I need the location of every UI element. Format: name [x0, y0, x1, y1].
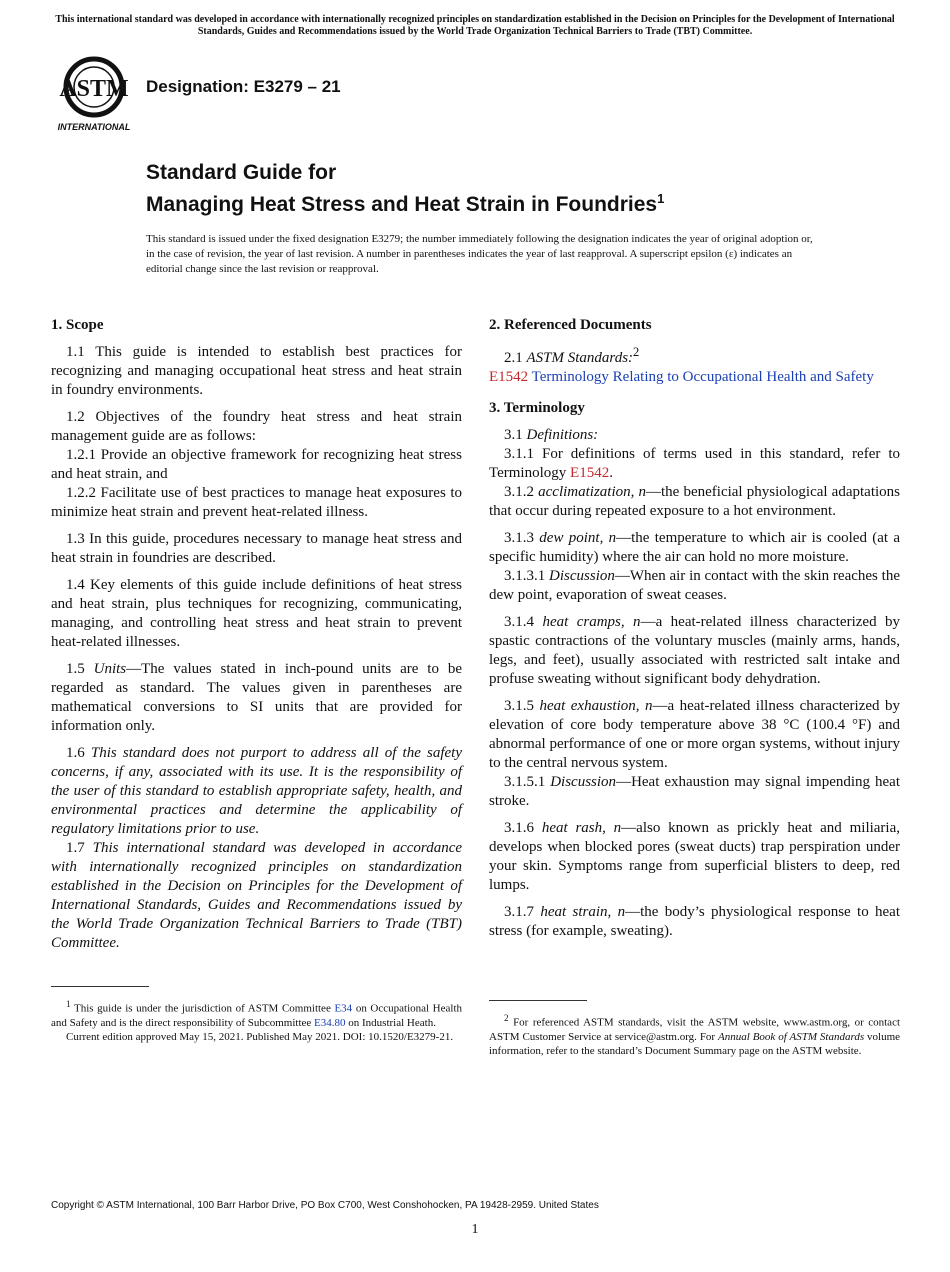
- e34-link[interactable]: E34: [334, 1002, 353, 1015]
- e1542-inline-link[interactable]: E1542: [570, 465, 610, 481]
- logo-text: ASTM: [59, 76, 129, 102]
- page-number: 1: [471, 1222, 479, 1237]
- para-1-7: 1.7 This international standard was developed in accordance with internationally recognized principles on standardization established in the Decision on Principles for the Development of International Standards, Guides and Recommendations issued by the World Trade Organization Technical Barriers to Trade (TBT) Committee.: [51, 840, 463, 951]
- logo-subtext: INTERNATIONAL: [57, 122, 131, 132]
- para-3-1-3-1: 3.1.3.1 Discussion—When air in contact with the skin reaches the dew point, evaporation of sweat ceases.: [489, 568, 900, 603]
- para-1-2-2: 1.2.2 Facilitate use of best practices to manage heat exposures to minimize heat strain and prevent heat-related illness.: [51, 485, 462, 520]
- para-1-3: 1.3 In this guide, procedures necessary to manage heat stress and heat strain in foundries are described.: [51, 531, 462, 566]
- e34-80-link[interactable]: E34.80: [314, 1016, 346, 1029]
- para-3-1-7: 3.1.7 heat strain, n—the body’s physiological response to heat stress (for example, sweating).: [489, 904, 900, 939]
- para-3-1-5-1: 3.1.5.1 Discussion—Heat exhaustion may signal impending heat stroke.: [489, 774, 900, 809]
- para-1-1: 1.1 This guide is intended to establish best practices for recognizing and managing occupational heat stress and heat strain in foundry environments.: [51, 344, 462, 398]
- para-1-5: 1.5 Units—The values stated in inch-pound units are to be regarded as standard. The values given in parentheses are mathematical conversions to SI units that are provided for information only.: [51, 661, 462, 734]
- para-3-1-6: 3.1.6 heat rash, n—also known as prickly heat and miliaria, develops when blocked pores (sweat ducts) trap perspiration under your skin. Symptoms range from superficial blisters to deep, red lumps.: [489, 820, 901, 893]
- astm-logo: [52, 55, 136, 133]
- para-3-1-2: 3.1.2 acclimatization, n—the beneficial physiological adaptations that occur during repeated exposure to a hot environment.: [489, 484, 900, 519]
- e1542-link[interactable]: E1542: [489, 369, 529, 385]
- para-3-1-1: 3.1.1 For definitions of terms used in this standard, refer to Terminology E1542.: [489, 446, 900, 481]
- para-1-4: 1.4 Key elements of this guide include definitions of heat stress and heat strain, plus techniques for recognizing, communicating, managing, and controlling heat stress and heat strain to prevent heat-related illnesses.: [51, 577, 462, 650]
- reference-e1542[interactable]: [489, 368, 900, 387]
- edition-note: Current edition approved May 15, 2021. Published May 2021. DOI: 10.1520/E3279-21.: [66, 1030, 454, 1043]
- footnote-1: $^1$ This guide is under the jurisdiction of ASTM Committee E34 on Occupational Health and Safety and is the direct responsibility of Subcommittee E34.80 on Industrial Heath. Current edition approved May 15, 2021. Published May 2021. DOI: 10.1520/E3279-21.: [51, 999, 463, 1043]
- e1542-title-link[interactable]: Terminology Relating to Occupational Health and Safety: [531, 369, 874, 385]
- copyright-notice: Copyright © ASTM International, 100 Barr Harbor Drive, PO Box C700, West Conshohocken, PA 19428-2959. United States: [51, 1200, 599, 1211]
- issued-note: This standard is issued under the fixed designation E3279; the number immediately following the designation indicates the year of original adoption or, in the case of revision, the year of last revision. A number in parentheses indicates the year of last reapproval. A superscript epsilon (ε) indicates an editorial change since the last revision or reapproval.: [146, 233, 813, 275]
- designation: Designation: E3279 – 21: [146, 77, 341, 96]
- right-column: [489, 316, 900, 949]
- left-column: [51, 316, 462, 961]
- para-3-1-5: 3.1.5 heat exhaustion, n—a heat-related illness characterized by elevation of core body temperature above 38 °C (100.4 °F) and abnormal performance of one or more organ systems, without injury to the central nervous system.: [489, 698, 900, 771]
- tbt-banner: This international standard was developed in accordance with internationally recognized principles on standardization established in the Decision on Principles for the Development of International Standards, Guides and Recommendations issued by the World Trade Organization Technical Barriers to Trade (TBT) Committee.: [55, 14, 895, 37]
- section-2-heading: 2. Referenced Documents: [489, 317, 652, 333]
- para-1-2: 1.2 Objectives of the foundry heat stress and heat strain management guide are as follows:: [51, 409, 462, 444]
- title-line-1: Standard Guide for: [146, 161, 337, 184]
- document-title: [146, 160, 664, 218]
- footnote-rule-right: [489, 1000, 587, 1001]
- title-line-2: Managing Heat Stress and Heat Strain in Foundries$^1$: [146, 191, 665, 216]
- para-2-1: 2.1 ASTM Standards:$^2$: [504, 345, 640, 366]
- section-1-heading: 1. Scope: [51, 317, 104, 333]
- footnote-rule-left: [51, 986, 149, 987]
- footnote-2: $^2$ For referenced ASTM standards, visit the ASTM website, www.astm.org, or contact ASTM Customer Service at service@astm.org. For Annual Book of ASTM Standards volume information, refer to the standard’s Document Summary page on the ASTM website.: [489, 1013, 901, 1057]
- title-footnote-mark: 1: [657, 191, 665, 206]
- section-3-heading: 3. Terminology: [489, 400, 585, 416]
- para-3-1-3: 3.1.3 dew point, n—the temperature to which air is cooled (at a specific humidity) where the air can hold no more moisture.: [489, 530, 901, 565]
- para-3-1: 3.1 Definitions:: [504, 427, 599, 443]
- para-3-1-4: 3.1.4 heat cramps, n—a heat-related illness characterized by spastic contractions of the voluntary muscles (mainly arms, hands, legs, and feet), usually associated with restricted salt intake and profuse sweating without significant body dehydration.: [489, 614, 901, 687]
- para-1-6: 1.6 This standard does not purport to address all of the safety concerns, if any, associated with its use. It is the responsibility of the user of this standard to establish appropriate safety, health, and environmental practices and determine the applicability of regulatory limitations prior to use.: [51, 745, 463, 837]
- para-1-2-1: 1.2.1 Provide an objective framework for recognizing heat stress and heat strain, and: [51, 447, 462, 482]
